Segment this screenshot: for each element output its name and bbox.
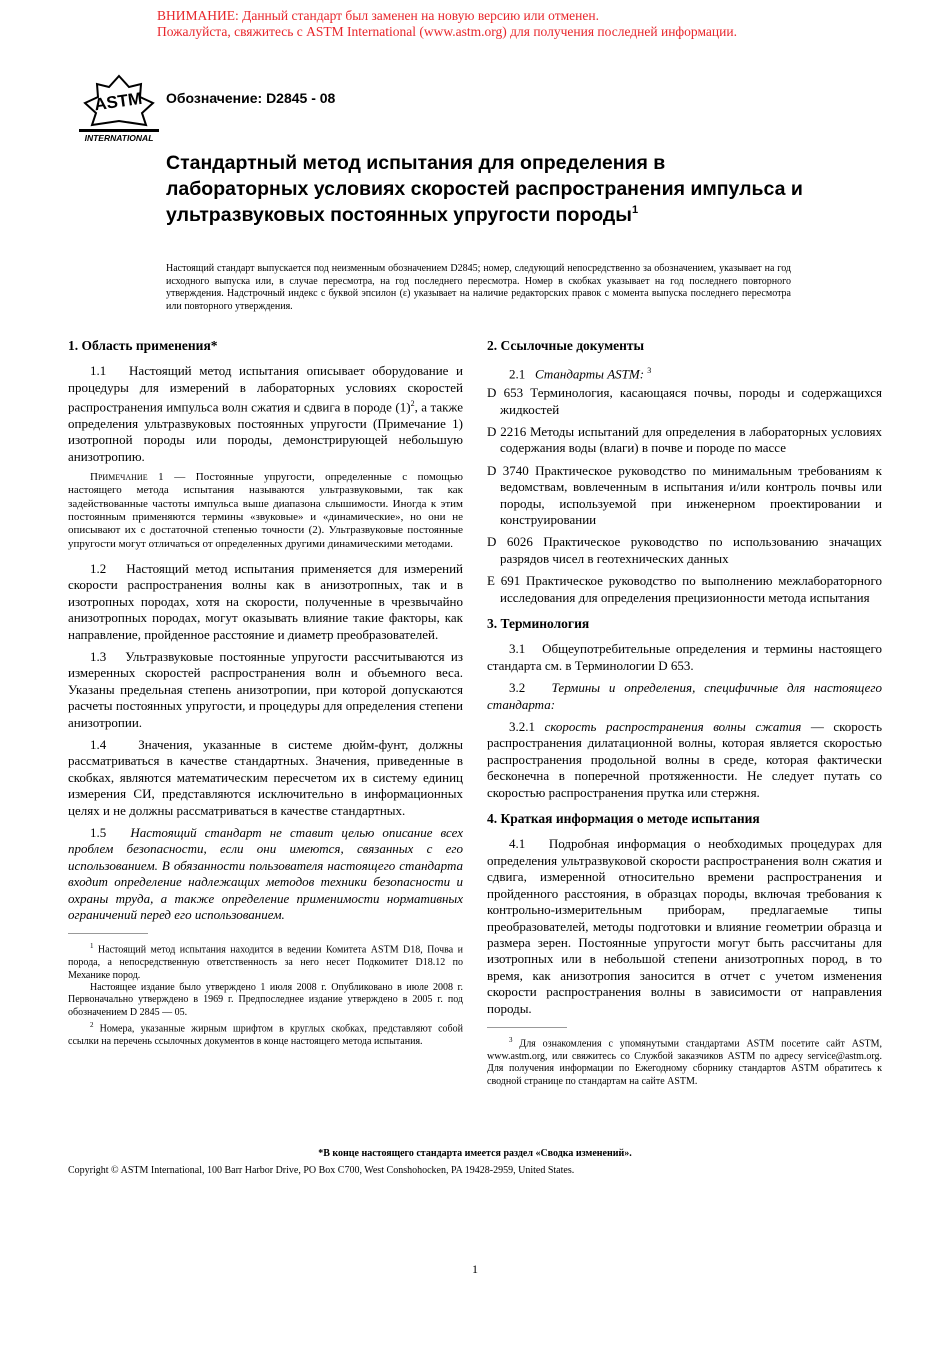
para-number: 3.2.1 bbox=[509, 719, 535, 735]
footnote-1 bbox=[68, 940, 463, 982]
summary-of-changes-note: *В конце настоящего стандарта имеется раздел «Сводка изменений». bbox=[318, 1148, 632, 1159]
para-text: Термины и определения, специфичные для настоящего стандарта: bbox=[487, 680, 882, 712]
para-number: 2.1 bbox=[509, 366, 526, 382]
subsection-title: Стандарты ASTM: bbox=[535, 366, 645, 382]
footnote-text: Настоящий метод испытания находится в ведении Комитета ASTM D18, Почва и порода, а непосредственную ответственность за него несет Подкомитет D18.12 по Механике пород. bbox=[68, 944, 463, 981]
right-column bbox=[487, 338, 882, 1088]
footnote-2 bbox=[68, 1019, 463, 1048]
para-3-2 bbox=[487, 680, 882, 713]
para-3-2-1 bbox=[487, 719, 882, 801]
section-1-heading: 1. Область применения* bbox=[68, 338, 218, 353]
para-number: 1.4 bbox=[90, 737, 107, 753]
footnote-separator bbox=[68, 933, 148, 934]
logo-subtext: INTERNATIONAL bbox=[84, 133, 154, 143]
section-2-heading: 2. Ссылочные документы bbox=[487, 338, 645, 353]
footnote-number: 1 bbox=[90, 942, 94, 951]
astm-logo bbox=[79, 73, 159, 143]
note-label: Примечание 1 bbox=[90, 471, 164, 484]
section-4-heading: 4. Краткая информация о методе испытания bbox=[487, 811, 760, 827]
footnote-marker: 3 bbox=[647, 366, 652, 376]
footnote-3 bbox=[487, 1034, 882, 1088]
para-2-1 bbox=[487, 363, 882, 383]
supersession-warning bbox=[157, 8, 737, 40]
reference-item: E 691 Практическое руководство по выполнению межлабораторного исследования для определения прецизионности метода испытания bbox=[487, 573, 882, 605]
para-4-1 bbox=[487, 836, 882, 1016]
para-1-3 bbox=[68, 649, 463, 731]
warning-line-2: Пожалуйста, свяжитесь с ASTM International (www.astm.org) для получения последней информации. bbox=[157, 24, 737, 39]
reference-item: D 3740 Практическое руководство по минимальным требованиям к ведомствам, вовлеченным в испытания и/или контроль почвы или породы, используемой при инженерном проектировании и конструировании bbox=[487, 462, 882, 527]
para-number: 1.5 bbox=[90, 825, 107, 841]
title-text: Стандартный метод испытания для определения в лабораторных условиях скоростей распространения импульса и ультразвуковых постоянных упругости породы bbox=[166, 152, 803, 226]
para-3-1 bbox=[487, 641, 882, 674]
para-1-1 bbox=[68, 363, 463, 465]
para-1-4 bbox=[68, 737, 463, 819]
para-number: 1.1 bbox=[90, 363, 107, 379]
footnote-text: Для ознакомления с упомянутыми стандартами ASTM посетите сайт ASTM, www.astm.org, или свяжитесь со Службой заказчиков ASTM по адресу service@astm.org. Для получения информации по Ежегодному сборнику стандартов ASTM обратитесь к сводной странице по стандартам на сайте ASTM. bbox=[487, 1038, 882, 1087]
note-1 bbox=[68, 471, 463, 551]
para-number: 1.3 bbox=[90, 648, 107, 664]
logo-text: ASTM bbox=[93, 88, 144, 115]
title-footnote-marker: 1 bbox=[631, 204, 639, 216]
issuance-statement: Настоящий стандарт выпускается под неизменным обозначением D2845; номер, следующий непосредственно за обозначением, указывает на год исходного выпуска или, в случае пересмотра, на год последнего пересмотра. Номер в скобках указывает на год последнего повторного утверждения. Надстрочный индекс с буквой эпсилон (ε) указывает на наличие редакторских правок с момента выпуска последнего пересмотра или повторного утверждения. bbox=[166, 263, 791, 312]
copyright: Copyright © ASTM International, 100 Barr Harbor Drive, PO Box C700, West Conshohocken, PA 19428-2959, United States. bbox=[68, 1165, 575, 1176]
para-number: 3.1 bbox=[509, 641, 526, 657]
para-text: — скорость распространения дилатационной волны, которая является скоростью распространения продольной волны в среде, которая фактически бесконечна в поперечной протяженности. Не следует путать со скоростью распространения прутка или стержня. bbox=[487, 719, 882, 800]
para-text: Значения, указанные в системе дюйм-фунт, должны рассматриваться в качестве стандартных. Значения, приведенные в скобках, являются математическим пересчетом их в систему единиц измерения СИ, представляются исключительно в информационных целях и не должны рассматриваться в качестве стандартных. bbox=[68, 737, 463, 818]
para-number: 4.1 bbox=[509, 836, 526, 852]
para-1-2 bbox=[68, 561, 463, 643]
reference-item: D 6026 Практическое руководство по использованию значащих разрядов чисел в геотехнических данных bbox=[487, 534, 882, 566]
para-number: 1.2 bbox=[90, 560, 107, 576]
note-text: — Постоянные упругости, определенные с помощью настоящего метода испытания называются ультразвуковыми, так как задействованные частоты импульса выше диапазона слышимости. Иногда к этим постоянным применяются термины «звуковые» и «динамические», но они не описывают их с достаточной степенью точности (2). Ультразвуковые постоянные упругости могут отличаться от определенных другими динамическими методами. bbox=[68, 471, 464, 550]
reference-item: D 2216 Методы испытаний для определения в лабораторных условиях содержания воды (влаги) в почве и породе по массе bbox=[487, 423, 882, 456]
footnote-marker: 2 bbox=[410, 399, 415, 409]
section-3-heading: 3. Терминология bbox=[487, 616, 590, 632]
page-number: 1 bbox=[472, 1262, 478, 1276]
para-text: Настоящий стандарт не ставит целью описание всех проблем безопасности, если они имеются, связанных с его использованием. В обязанности пользователя настоящего стандарта входит определение надлежащих методов техники безопасности и охраны труда, а также определение применимости нормативных ограничений перед его использованием. bbox=[68, 825, 463, 923]
left-column bbox=[68, 338, 463, 1048]
footnote-text: Номера, указанные жирным шрифтом в круглых скобках, представляют собой ссылки на перечень ссылочных документов в конце настоящего метода испытания. bbox=[68, 1023, 463, 1047]
para-text: , а также определения ультразвуковых постоянных упругости (Примечание 1) изотропной породы или породы, демонстрирующей небольшую анизотропию. bbox=[68, 399, 463, 464]
para-text: Общеупотребительные определения и термины настоящего стандарта см. в Терминологии D 653. bbox=[487, 641, 882, 673]
para-text: Настоящий метод испытания применяется для измерений скорости распространения волны как в анизотропных, так и в изотропных породах, хотя на скорости, полученные в чрезвычайно анизотропных породах, могут оказывать влияние такие факторы, как направление, пройденное расстояние и диаметр преобразователей. bbox=[68, 560, 463, 642]
defined-term: скорость распространения волны сжатия bbox=[544, 719, 802, 735]
designation: Обозначение: D2845 - 08 bbox=[166, 90, 336, 106]
para-text: Настоящий метод испытания описывает оборудование и процедуры для измерений в лабораторных условиях скоростей распространения импульса волн сжатия и сдвига в породе (1) bbox=[68, 363, 463, 415]
para-text: Подробная информация о необходимых процедурах для определения ультразвуковой скорости распространения волн сжатия и сдвига, измеренной относительно времени распространения и пройденного расстояния, в образцах породы, включая требования к контрольно-измерительным приборам, предлагаемые типы преобразователей, методы подготовки и влияние геометрии образца и размера зерен. Постоянные упругости могут быть рассчитаны для изотропных или в небольшой степени анизотропных пород, в то время, как анизотропия заносится в отчет с учетом изменения скорости распространения волны в зависимости от направления породы. bbox=[487, 836, 882, 1016]
warning-line-1: ВНИМАНИЕ: Данный стандарт был заменен на новую версию или отменен. bbox=[157, 8, 599, 23]
para-number: 3.2 bbox=[509, 680, 526, 696]
footnote-number: 3 bbox=[509, 1035, 513, 1044]
para-text: Ультразвуковые постоянные упругости рассчитываются из измеренных скоростей распространения волн и объемного веса. Указаны предельная степень анизотропии, при которой допускаются расчеты постоянных упругости, и процедуры для определения степени анизотропии. bbox=[68, 648, 463, 730]
footnote-separator bbox=[487, 1027, 567, 1028]
footnote-number: 2 bbox=[90, 1021, 94, 1030]
para-1-5 bbox=[68, 825, 463, 923]
document-title bbox=[166, 150, 806, 228]
footnote-1-edition: Настоящее издание было утверждено 1 июля 2008 г. Опубликовано в июле 2008 г. Первоначально утверждено в 1969 г. Предпоследнее издание утверждено в 2005 г. под обозначением D 2845 — 05. bbox=[68, 982, 463, 1018]
reference-item: D 653 Терминология, касающаяся почвы, породы и содержащихся жидкостей bbox=[487, 385, 882, 417]
